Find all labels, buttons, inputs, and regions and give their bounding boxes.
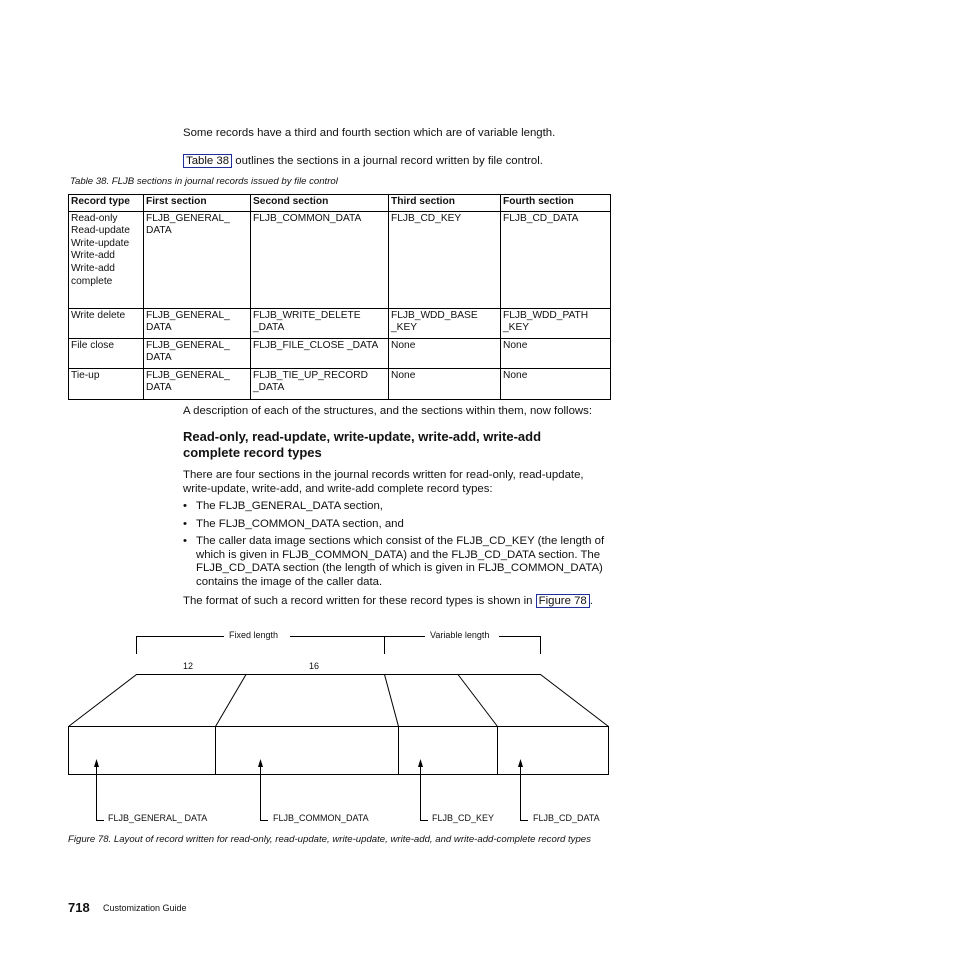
offset-12-label: 12 — [183, 661, 194, 671]
table-cell: None — [501, 338, 611, 368]
intro-paragraph-1: Some records have a third and fourth section which are of variable length. — [183, 127, 556, 139]
table-cell: Write delete — [69, 308, 144, 338]
table-cell: FLJB_GENERAL_ DATA — [144, 368, 251, 399]
table-cell: File close — [69, 338, 144, 368]
field-label-cd-key: FLJB_CD_KEY — [432, 813, 495, 823]
table-cell: FLJB_WDD_BASE _KEY — [389, 308, 501, 338]
table-cell: None — [389, 338, 501, 368]
table-cell: Read-only Read-update Write-update Write-add Write-add complete — [69, 211, 144, 308]
table-cell: FLJB_CD_KEY — [389, 211, 501, 308]
table-cell: FLJB_WDD_PATH _KEY — [501, 308, 611, 338]
table-cell: FLJB_COMMON_DATA — [251, 211, 389, 308]
leader-line — [261, 764, 269, 821]
field-label-cd-data: FLJB_CD_DATA — [533, 813, 600, 823]
variable-length-label: Variable length — [430, 630, 490, 640]
leader-line — [97, 764, 105, 821]
list-item-text: The FLJB_COMMON_DATA section, and — [196, 517, 404, 530]
perspective-divider — [216, 675, 247, 727]
arrowhead-icon — [518, 759, 523, 767]
table-header-cell: Second section — [251, 195, 389, 212]
field-label-general-data: FLJB_GENERAL_ DATA — [108, 813, 208, 823]
bullet-icon: • — [183, 535, 187, 548]
section-heading-line-2: complete record types — [183, 444, 322, 460]
table-cell: FLJB_GENERAL_ DATA — [144, 338, 251, 368]
list-item-text: The caller data image sections which consist of the FLJB_CD_KEY (the length of which is given in FLJB_COMMON_DATA) and the FLJB_CD_DATA section. The FLJB_CD_DATA section (the length of which is given in FLJB_COMMON_DATA) contains the image of the caller data. — [196, 535, 605, 588]
table-header-cell: Record type — [69, 195, 144, 212]
section-heading-line-1: Read-only, read-update, write-update, write-add, write-add — [183, 429, 542, 444]
fixed-length-bracket-right — [290, 637, 385, 655]
list-item-text: The FLJB_GENERAL_DATA section, — [196, 500, 383, 512]
bullet-icon: • — [183, 500, 187, 512]
section-paragraph: There are four sections in the journal records written for read-only, read-update, write-update, write-add, and write-add complete record types: — [183, 469, 584, 495]
format-paragraph-text: The format of such a record written for these record types is shown in — [183, 595, 536, 607]
variable-length-bracket-right — [499, 637, 541, 655]
table-cell: Tie-up — [69, 368, 144, 399]
table-38-link[interactable]: Table 38 — [183, 154, 232, 168]
intro-paragraph-2-text: outlines the sections in a journal record written by file control. — [232, 155, 543, 167]
fixed-length-label: Fixed length — [229, 630, 279, 640]
table-cell: None — [501, 368, 611, 399]
arrowhead-icon — [258, 759, 263, 767]
figure-caption: Figure 78. Layout of record written for read-only, read-update, write-update, write-add, and write-add-complete record types — [68, 834, 591, 845]
arrowhead-icon — [94, 759, 99, 767]
field-label-common-data: FLJB_COMMON_DATA — [273, 813, 369, 823]
table-header-cell: Third section — [389, 195, 501, 212]
table-cell: FLJB_WRITE_DELETE _DATA — [251, 308, 389, 338]
table-cell: FLJB_GENERAL_ DATA — [144, 211, 251, 308]
page-number: 718 — [68, 900, 90, 915]
table-header-cell: Fourth section — [501, 195, 611, 212]
book-title: Customization Guide — [103, 903, 187, 913]
table-cell: FLJB_FILE_CLOSE _DATA — [251, 338, 389, 368]
perspective-divider — [385, 675, 399, 727]
offset-16-label: 16 — [309, 661, 320, 671]
table-cell: None — [389, 368, 501, 399]
bullet-icon: • — [183, 517, 187, 530]
leader-line — [421, 764, 429, 821]
record-perspective-top — [69, 675, 609, 727]
record-box — [69, 727, 609, 775]
description-paragraph: A description of each of the structures, and the sections within them, now follows: — [183, 405, 593, 417]
table-header-cell: First section — [144, 195, 251, 212]
fixed-length-bracket-left — [137, 637, 225, 655]
table-caption: Table 38. FLJB sections in journal records issued by file control — [70, 176, 338, 187]
format-paragraph-end: . — [589, 595, 593, 607]
arrowhead-icon — [418, 759, 423, 767]
table-cell: FLJB_GENERAL_ DATA — [144, 308, 251, 338]
table-cell: FLJB_CD_DATA — [501, 211, 611, 308]
table-cell: FLJB_TIE_UP_RECORD _DATA — [251, 368, 389, 399]
leader-line — [521, 764, 529, 821]
perspective-divider — [458, 675, 498, 727]
figure-78-link[interactable]: Figure 78 — [536, 594, 590, 608]
